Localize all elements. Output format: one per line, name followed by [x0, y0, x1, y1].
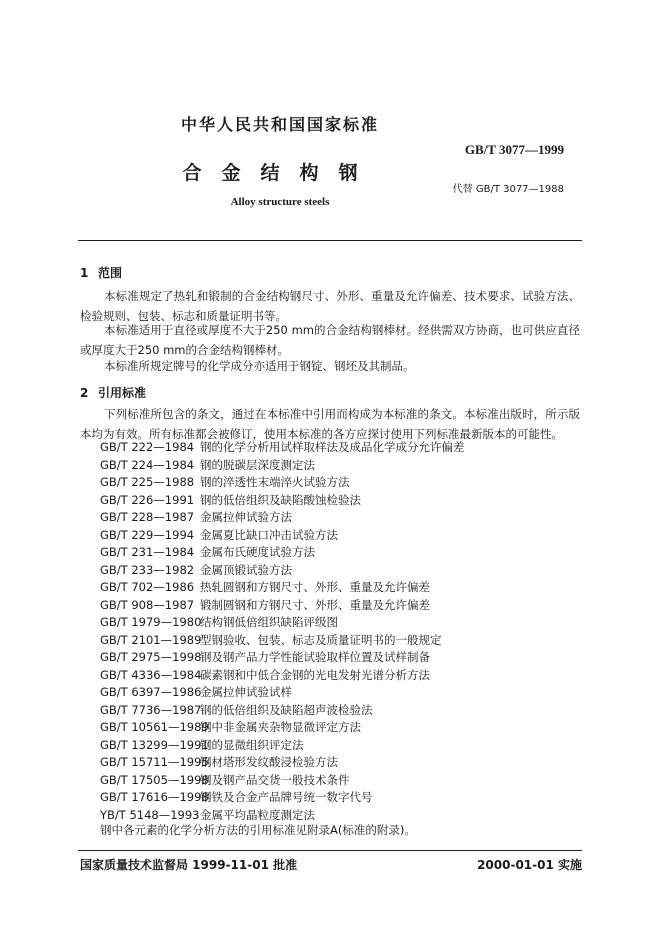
reference-item [100, 667, 465, 685]
reference-item [100, 492, 465, 510]
reference-item [100, 544, 465, 562]
section-2-title: 引用标准 [98, 386, 147, 400]
reference-item [100, 597, 465, 615]
reference-code: GB/T 13299—1991 [100, 737, 209, 752]
reference-item [100, 754, 465, 772]
reference-title: 金属拉伸试验方法 [200, 510, 292, 524]
reference-title: 型钢验收、包装、标志及质量证明书的一般规定 [200, 632, 442, 647]
reference-code: GB/T 2975—1998 [100, 650, 202, 664]
reference-item [100, 439, 465, 457]
footer-rule [78, 850, 582, 851]
reference-code: GB/T 224—1984 [100, 457, 195, 472]
section-2-heading [80, 384, 146, 401]
reference-item [100, 527, 465, 545]
reference-title: 钢的淬透性末端淬火试验方法 [200, 475, 350, 489]
reference-title: 金属顶锻试验方法 [200, 562, 292, 577]
english-title: Alloy structure steels [230, 196, 330, 208]
reference-title: 钢铁及合金产品牌号统一数字代号 [200, 790, 373, 804]
approval-date: 国家质量技术监督局 1999-11-01 批准 [80, 858, 298, 872]
reference-title: 碳素钢和中低合金钢的光电发射光谱分析方法 [200, 667, 430, 682]
reference-title: 钢及钢产品交货一般技术条件 [200, 772, 350, 787]
reference-item [100, 474, 465, 492]
reference-title: 金属拉伸试验试样 [200, 685, 292, 699]
section-1-heading [80, 264, 122, 281]
reference-code: GB/T 702—1986 [100, 580, 195, 594]
reference-item [100, 579, 465, 597]
reference-code: GB/T 225—1988 [100, 475, 195, 489]
reference-title: 钢的化学分析用试样取样法及成品化学成分允许偏差 [200, 440, 465, 454]
reference-code: GB/T 10561—1989 [100, 720, 209, 734]
reference-code: GB/T 4336—1984 [100, 667, 202, 682]
reference-code: GB/T 231—1984 [100, 545, 195, 559]
reference-title: 金属夏比缺口冲击试验方法 [200, 527, 338, 542]
reference-item [100, 719, 465, 737]
effective-date: 2000-01-01 实施 [477, 858, 582, 872]
reference-item [100, 702, 465, 720]
section-2-intro: 下列标准所包含的条文，通过在本标准中引用而构成为本标准的条文。本标准出版时，所示版本均为有效。所有标准都会被修订，使用本标准的各方应探讨使用下列标准最新版本的可能性。 [80, 407, 580, 441]
reference-title: 热轧圆钢和方钢尺寸、外形、重量及允许偏差 [200, 580, 430, 594]
reference-code: GB/T 222—1984 [100, 440, 195, 454]
reference-title: 钢及钢产品力学性能试验取样位置及试样制备 [200, 650, 430, 664]
reference-code: GB/T 226—1991 [100, 492, 195, 507]
reference-title: 钢的低倍组织及缺陷超声波检验法 [200, 702, 373, 717]
reference-item [100, 789, 465, 807]
reference-title: 结构钢低倍组织缺陷评级图 [200, 615, 338, 629]
section-2-number: 2 [80, 386, 89, 400]
section-1-para-2: 本标准适用于直径或厚度不大于250 mm的合金结构钢棒材。经供需双方协商，也可供应直径或厚度大于250 mm的合金结构钢棒材。 [80, 323, 580, 357]
reference-item [100, 772, 465, 790]
section-1-para-1: 本标准规定了热轧和锻制的合金结构钢尺寸、外形、重量及允许偏差、技术要求、试验方法、检验规则、包装、标志和质量证明书等。 [80, 289, 580, 323]
reference-item [100, 649, 465, 667]
appendix-note: 钢中各元素的化学分析方法的引用标准见附录A(标准的附录)。 [100, 823, 416, 837]
header-rule [78, 240, 582, 241]
reference-code: GB/T 2101—1989 [100, 632, 202, 647]
replaces-note: 代替 GB/T 3077—1988 [452, 184, 564, 195]
reference-item [100, 684, 465, 702]
reference-item [100, 509, 465, 527]
reference-item [100, 457, 465, 475]
reference-code: GB/T 1979—1980 [100, 615, 202, 629]
reference-item [100, 632, 465, 650]
reference-code: YB/T 5148—1993 [100, 807, 200, 822]
reference-title: 金属平均晶粒度测定法 [200, 807, 315, 822]
reference-code: GB/T 908—1987 [100, 597, 195, 612]
reference-code: GB/T 17505—1998 [100, 772, 209, 787]
standard-code: GB/T 3077—1999 [464, 142, 564, 157]
reference-item [100, 562, 465, 580]
document-title: 合金结构钢 [182, 162, 378, 184]
reference-code: GB/T 6397—1986 [100, 685, 202, 699]
section-1-title: 范围 [98, 266, 123, 280]
reference-title: 钢的低倍组织及缺陷酸蚀检验法 [200, 492, 361, 507]
section-1-para-3: 本标准所规定牌号的化学成分亦适用于钢锭、钢坯及其制品。 [104, 359, 415, 373]
reference-code: GB/T 17616—1998 [100, 790, 209, 804]
reference-title: 钢中非金属夹杂物显微评定方法 [200, 720, 361, 734]
reference-item [100, 737, 465, 755]
reference-item [100, 614, 465, 632]
reference-code: GB/T 228—1987 [100, 510, 195, 524]
reference-title: 钢材塔形发纹酸浸检验方法 [200, 755, 338, 769]
reference-code: GB/T 233—1982 [100, 562, 195, 577]
reference-code: GB/T 7736—1987 [100, 702, 202, 717]
reference-title: 钢的显微组织评定法 [200, 737, 304, 752]
reference-code: GB/T 229—1994 [100, 527, 195, 542]
reference-title: 金属布氏硬度试验方法 [200, 545, 315, 559]
reference-code: GB/T 15711—1995 [100, 755, 209, 769]
reference-title: 钢的脱碳层深度测定法 [200, 457, 315, 472]
national-standard-title: 中华人民共和国国家标准 [180, 115, 379, 134]
reference-title: 锻制圆钢和方钢尺寸、外形、重量及允许偏差 [200, 597, 430, 612]
reference-list [100, 439, 465, 824]
section-1-number: 1 [80, 266, 89, 280]
